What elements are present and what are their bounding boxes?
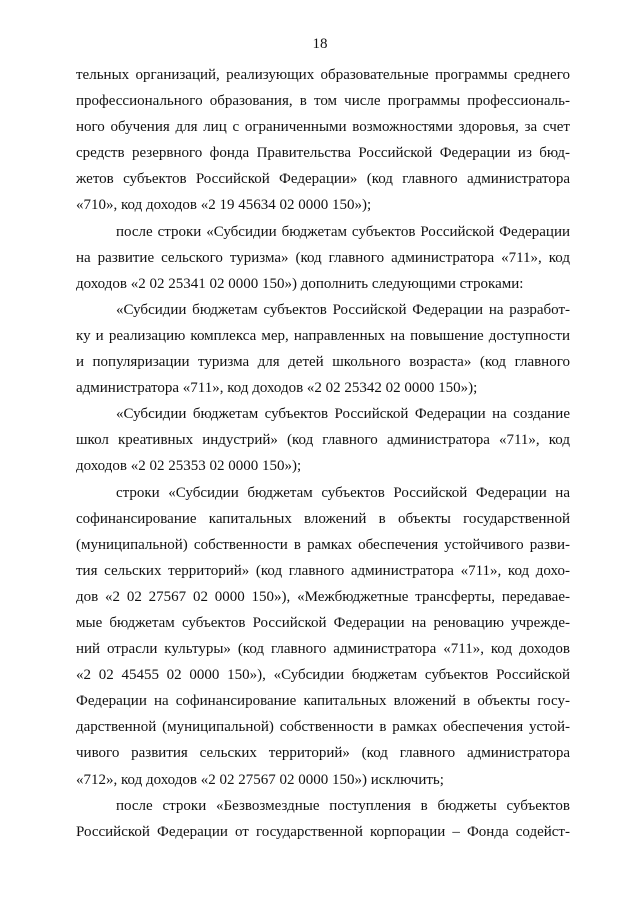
text-line: «2 02 45455 02 0000 150»), «Субсидии бюджетам субъектов Российской bbox=[76, 667, 570, 684]
text-line: ного обучения для лиц с ограниченными возможностями здоровья, за счет bbox=[76, 119, 570, 136]
text-line: строки «Субсидии бюджетам субъектов Российской Федерации на bbox=[116, 484, 570, 501]
text-line: Российской Федерации от государственной корпорации – Фонда содейст- bbox=[76, 823, 570, 840]
text-line: «Субсидии бюджетам субъектов Российской Федерации на создание bbox=[116, 406, 570, 423]
text-line: администратора «711», код доходов «2 02 25342 02 0000 150»); bbox=[76, 380, 478, 397]
text-line: «712», код доходов «2 02 27567 02 0000 150») исключить; bbox=[76, 771, 444, 788]
text-line: «Субсидии бюджетам субъектов Российской Федерации на разработ- bbox=[116, 301, 570, 318]
text-line: мые бюджетам субъектов Российской Федерации на реновацию учрежде- bbox=[76, 614, 570, 631]
text-line: тельных организаций, реализующих образовательные программы среднего bbox=[76, 67, 570, 83]
text-line: дов «2 02 27567 02 0000 150»), «Межбюджетные трансферты, передавае- bbox=[76, 588, 570, 605]
text-line: на развитие сельского туризма» (код главного администратора «711», код bbox=[76, 249, 570, 266]
text-line: и популяризации туризма для детей школьного возраста» (код главного bbox=[76, 354, 570, 371]
text-line: после строки «Безвозмездные поступления в бюджеты субъектов bbox=[116, 797, 570, 814]
text-line: жетов субъектов Российской Федерации» (код главного администратора bbox=[76, 171, 570, 188]
text-line: доходов «2 02 25353 02 0000 150»); bbox=[76, 458, 302, 475]
text-line: ний отрасли культуры» (код главного администратора «711», код доходов bbox=[76, 641, 570, 658]
text-line: средств резервного фонда Правительства Российской Федерации из бюд- bbox=[76, 145, 570, 162]
text-line: доходов «2 02 25341 02 0000 150») дополнить следующими строками: bbox=[76, 275, 524, 292]
document-body bbox=[76, 62, 570, 845]
text-line: софинансирование капитальных вложений в объекты государственной bbox=[76, 510, 570, 527]
text-line: Федерации на софинансирование капитальных вложений в объекты госу- bbox=[76, 693, 570, 710]
text-line: «710», код доходов «2 19 45634 02 0000 150»); bbox=[76, 197, 372, 214]
text-line: профессионального образования, в том числе программы профессиональ- bbox=[76, 93, 570, 110]
text-line: после строки «Субсидии бюджетам субъектов Российской Федерации bbox=[116, 223, 570, 240]
text-line: тия сельских территорий» (код главного администратора «711», код дохо- bbox=[76, 562, 570, 579]
text-line: дарственной (муниципальной) собственности в рамках обеспечения устой- bbox=[76, 719, 570, 736]
text-line: чивого развития сельских территорий» (код главного администратора bbox=[76, 745, 570, 762]
text-line: ку и реализацию комплекса мер, направленных на повышение доступности bbox=[76, 327, 570, 344]
page-number: 18 bbox=[312, 36, 328, 52]
text-line: (муниципальной) собственности в рамках обеспечения устойчивого разви- bbox=[76, 536, 570, 553]
text-line: школ креативных индустрий» (код главного администратора «711», код bbox=[76, 432, 570, 449]
